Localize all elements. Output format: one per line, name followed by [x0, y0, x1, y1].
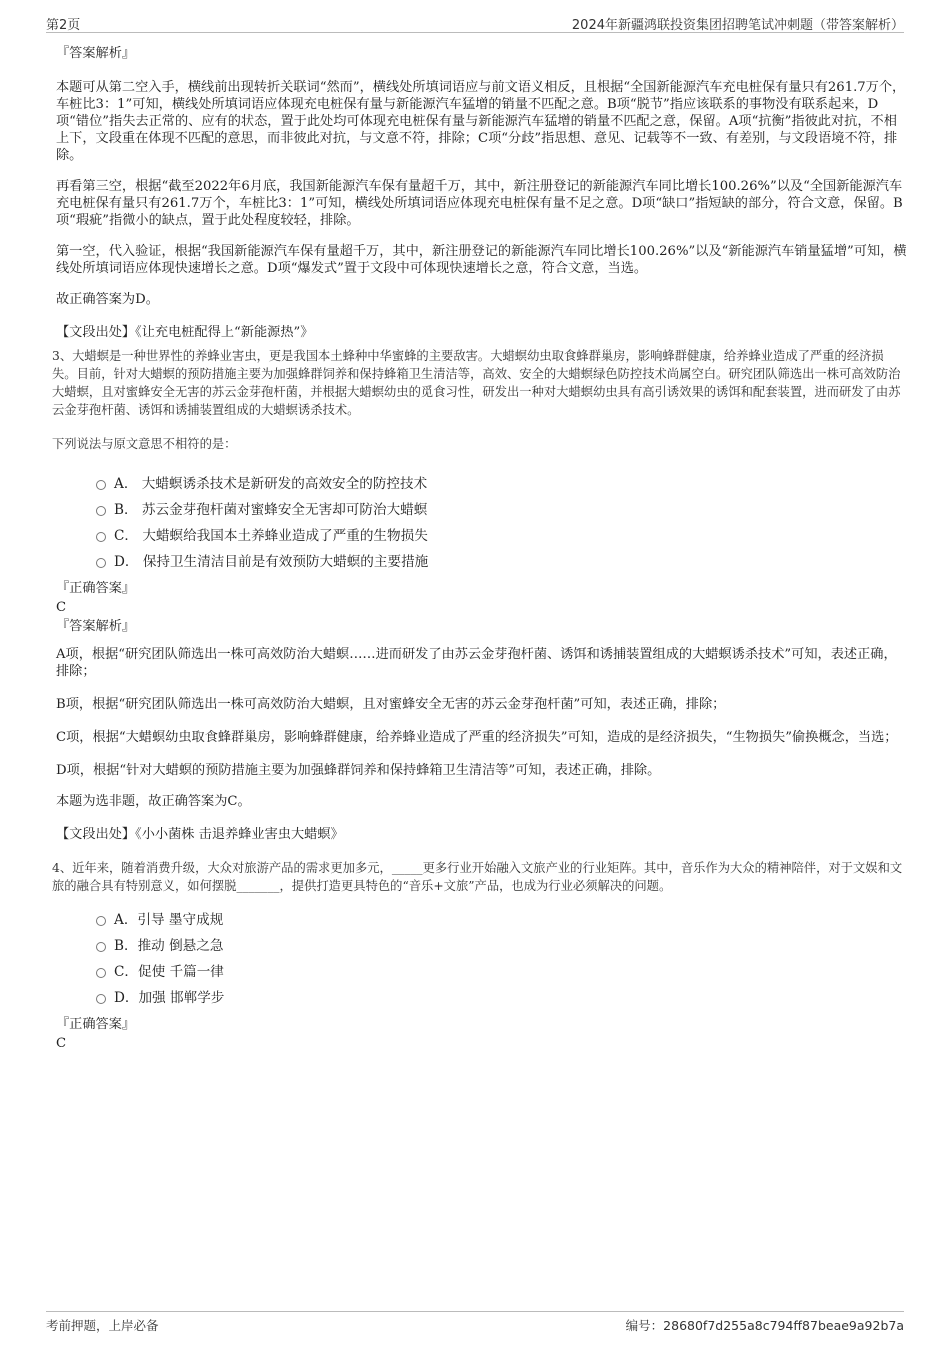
option-d[interactable]: D． 保持卫生清洁目前是有效预防大蜡螟的主要措施	[56, 549, 908, 575]
options-list	[56, 907, 908, 1011]
question-stem: 4、近年来，随着消费升级，大众对旅游产品的需求更加多元，_____更多行业开始融入文旅产业的行业矩阵。其中，音乐作为大众的精神陪伴，对于文娱和文旅的融合具有特别意义，如何摆脱_______，提供打造更具特色的“音乐+文旅”产品，也成为行业必须解决的问题。	[52, 861, 903, 893]
document-body	[52, 44, 908, 1053]
document-id: 编号：28680f7d255a8c794ff87beae9a92b7a	[625, 1318, 904, 1333]
radio-icon[interactable]	[96, 480, 106, 490]
option-d[interactable]: D．加强 邯郸学步	[56, 985, 908, 1011]
correct-answer-label: 『正确答案』	[56, 1017, 136, 1033]
analysis-paragraph: 再看第三空，根据“截至2022年6月底，我国新能源汽车保有量超千万，其中，新注册登记的新能源汽车同比增长100.26%”以及“全国新能源汽车充电桩保有量只有261.7万个，车桩比3：1”可知，横线处所填词语应体现充电桩保有量不足之意。D项“缺口”指短缺的部分，符合文意，保留。B项“瑕疵”指微小的缺点，置于此处程度较轻，排除。	[56, 179, 903, 228]
question-prompt: 下列说法与原文意思不相符的是：	[52, 437, 237, 451]
source-citation: 【文段出处】《小小菌株 击退养蜂业害虫大蜡螟》	[56, 827, 344, 842]
radio-icon[interactable]	[96, 942, 106, 952]
option-a[interactable]: A．引导 墨守成规	[56, 907, 908, 933]
page-number: 第2页	[46, 18, 81, 33]
analysis-paragraph: 第一空，代入验证，根据“我国新能源汽车保有量超千万，其中，新注册登记的新能源汽车同比增长100.26%”以及“新能源汽车销量猛增”可知，横线处所填词语应体现快速增长之意。D项“爆发式”置于文段中可体现快速增长之意，符合文意，当选。	[56, 244, 907, 276]
analysis-label: 『答案解析』	[56, 46, 136, 61]
radio-icon[interactable]	[96, 994, 106, 1004]
options-list	[56, 471, 908, 575]
source-citation: 【文段出处】《让充电桩配得上“新能源热”》	[56, 325, 314, 340]
footer-slogan: 考前押题，上岸必备	[46, 1318, 159, 1333]
correct-answer: C	[56, 1036, 67, 1052]
answer-statement: 本题为选非题，故正确答案为C。	[56, 794, 251, 809]
option-a[interactable]: A． 大蜡螟诱杀技术是新研发的高效安全的防控技术	[56, 471, 908, 497]
correct-answer-label: 『正确答案』	[56, 581, 136, 596]
correct-answer: C	[56, 600, 67, 615]
option-c[interactable]: C． 大蜡螟给我国本土养蜂业造成了严重的生物损失	[56, 523, 908, 549]
radio-icon[interactable]	[96, 968, 106, 978]
analysis-label: 『答案解析』	[56, 619, 136, 634]
analysis-paragraph: B项，根据“研究团队筛选出一株可高效防治大蜡螟，且对蜜蜂安全无害的苏云金芽孢杆菌”可知，表述正确，排除；	[56, 697, 726, 712]
answer-statement: 故正确答案为D。	[56, 292, 159, 307]
analysis-paragraph: 本题可从第二空入手，横线前出现转折关联词“然而”，横线处所填词语应与前文语义相反，且根据“全国新能源汽车充电桩保有量只有261.7万个，车桩比3：1”可知，横线处所填词语应体现充电桩保有量与新能源汽车猛增的销量不匹配之意。B项“脱节”指应该联系的事物没有联系起来，D项“错位”指失去正常的、应有的状态，置于此处均可体现充电桩保有量与新能源汽车猛增的销量不匹配之意，保留。A项“抗衡”指彼此对抗，不相上下，文段重在体现不匹配的意思，而非彼此对抗，与文意不符，排除；C项“分歧”指思想、意见、记载等不一致、有差别，与文段语境不符，排除。	[56, 80, 906, 163]
question-stem: 3、大蜡螟是一种世界性的养蜂业害虫，更是我国本土蜂种中华蜜蜂的主要敌害。大蜡螟幼虫取食蜂群巢房，影响蜂群健康，给养蜂业造成了严重的经济损失。目前，针对大蜡螟的预防措施主要为加强蜂群饲养和保持蜂箱卫生清洁等，高效、安全的大蜡螟绿色防控技术尚属空白。研究团队筛选出一株可高效防治大蜡螟，且对蜜蜂安全无害的苏云金芽孢杆菌，并根据大蜡螟幼虫的觅食习性，研发出一种对大蜡螟幼虫具有高引诱效果的诱饵和配套装置，进而研发了由苏云金芽孢杆菌、诱饵和诱捕装置组成的大蜡螟诱杀技术。	[52, 349, 901, 417]
document-title: 2024年新疆鸿联投资集团招聘笔试冲刺题（带答案解析）	[571, 18, 904, 33]
option-c[interactable]: C．促使 千篇一律	[56, 959, 908, 985]
option-b[interactable]: B．推动 倒悬之急	[56, 933, 908, 959]
page-header	[46, 10, 904, 33]
radio-icon[interactable]	[96, 916, 106, 926]
analysis-paragraph: C项，根据“大蜡螟幼虫取食蜂群巢房，影响蜂群健康，给养蜂业造成了严重的经济损失”可知，造成的是经济损失，“生物损失”偷换概念，当选；	[56, 730, 898, 745]
analysis-paragraph: D项，根据“针对大蜡螟的预防措施主要为加强蜂群饲养和保持蜂箱卫生清洁等”可知，表述正确，排除。	[56, 763, 661, 778]
radio-icon[interactable]	[96, 506, 106, 516]
page-footer	[46, 1311, 904, 1336]
analysis-paragraph: A项，根据“研究团队筛选出一株可高效防治大蜡螟……进而研发了由苏云金芽孢杆菌、诱饵和诱捕装置组成的大蜡螟诱杀技术”可知，表述正确，排除；	[56, 647, 897, 679]
option-b[interactable]: B． 苏云金芽孢杆菌对蜜蜂安全无害却可防治大蜡螟	[56, 497, 908, 523]
radio-icon[interactable]	[96, 558, 106, 568]
radio-icon[interactable]	[96, 532, 106, 542]
